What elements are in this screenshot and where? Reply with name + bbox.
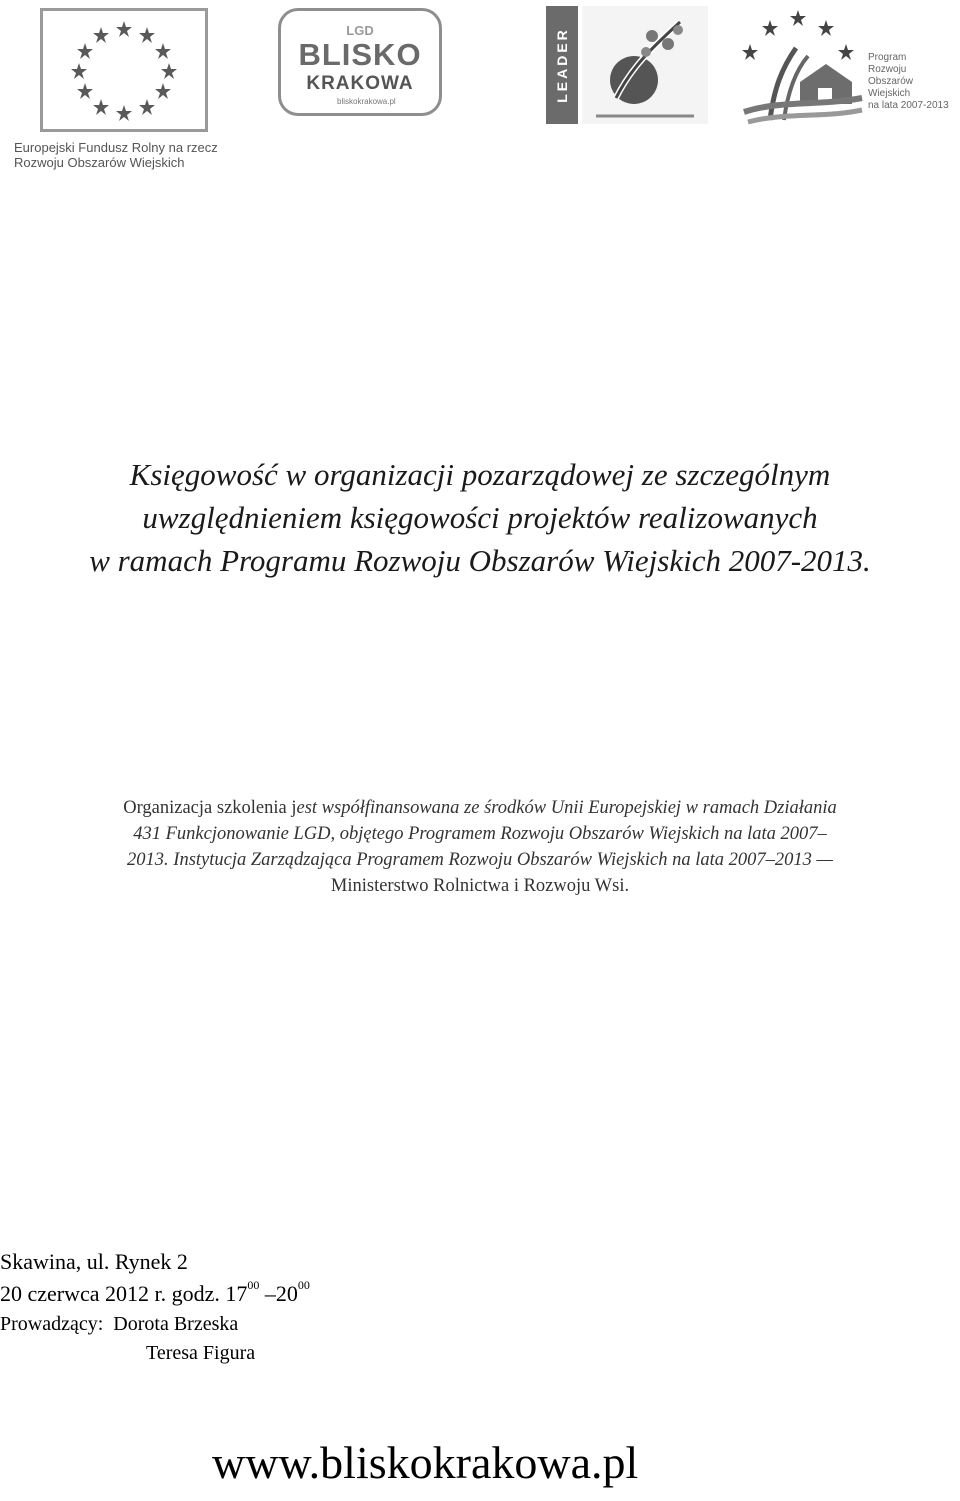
leader-bar [546, 6, 578, 124]
leader-logo [546, 6, 708, 124]
title-line-2: uwzględnieniem księgowości projektów realizowanych [142, 500, 818, 535]
eu-logo-caption [14, 140, 244, 170]
lgd-logo-small-text: LGD [346, 23, 374, 38]
prow-line-1: Program [868, 52, 907, 63]
funding-notice [0, 795, 960, 899]
title-line-3: w ramach Programu Rozwoju Obszarów Wiejskich 2007-2013. [89, 543, 871, 578]
event-date: 20 czerwca 2012 r. godz. 17 [0, 1281, 248, 1306]
event-details [0, 1246, 310, 1368]
prow-line-3: Obszarów [868, 76, 914, 87]
notice-line-3: 2013. Instytucja Zarządzająca Programem Rozwoju Obszarów Wiejskich na lata 2007–2013 — [127, 850, 833, 870]
prow-line-2: Rozwoju [868, 64, 907, 75]
notice-line-4: Ministerstwo Rolnictwa i Rozwoju Wsi. [330, 876, 630, 896]
title-line-1: Księgowość w organizacji pozarządowej ze szczególnym [129, 457, 831, 492]
lgd-logo-name-1: BLISKO [298, 37, 422, 72]
presenters-label: Prowadzący: [0, 1313, 104, 1335]
website-link[interactable]: www.bliskokrakowa.pl [212, 1437, 639, 1488]
leader-label: LEADER [554, 27, 570, 103]
lgd-logo-name-2: KRAKOWA [306, 73, 414, 94]
eu-logo [14, 8, 232, 170]
prow-wheat-house-icon [730, 8, 866, 126]
notice-line-1-rest: est współfinansowana ze środków Unii Europejskiej w ramach Działania [296, 798, 837, 818]
notice-line-2: 431 Funkcjonowanie LGD, objętego Programem Rozwoju Obszarów Wiejskich na lata 2007– [133, 824, 827, 844]
prow-logo-text [868, 52, 949, 112]
eu-caption-line-1: Europejski Fundusz Rolny na rzecz [14, 140, 218, 155]
lgd-logo-url: bliskokrakowa.pl [337, 97, 396, 106]
prow-line-4: Wiejskich [868, 88, 911, 99]
notice-line-1-start: Organizacja szkolenia j [123, 798, 297, 818]
event-time-end-hour: –20 [259, 1281, 298, 1306]
eu-caption-line-2: Rozwoju Obszarów Wiejskich [14, 155, 185, 170]
presenters-row [0, 1310, 310, 1339]
lgd-blisko-krakowa-logo [278, 8, 442, 116]
event-time-start-minutes: 00 [247, 1278, 260, 1292]
prow-line-5: na lata 2007-2013 [868, 100, 949, 111]
event-time-end-minutes: 00 [297, 1278, 310, 1292]
leader-plant-icon [582, 6, 708, 124]
presenter-2: Teresa Figura [146, 1342, 256, 1364]
presenter-1: Dorota Brzeska [113, 1313, 239, 1335]
event-address: Skawina, ul. Rynek 2 [0, 1249, 188, 1274]
document-title [0, 453, 960, 582]
event-date-time [0, 1278, 310, 1310]
prow-logo [730, 8, 949, 126]
eu-stars-flag-icon [40, 8, 208, 132]
notice-line-1 [0, 795, 960, 821]
